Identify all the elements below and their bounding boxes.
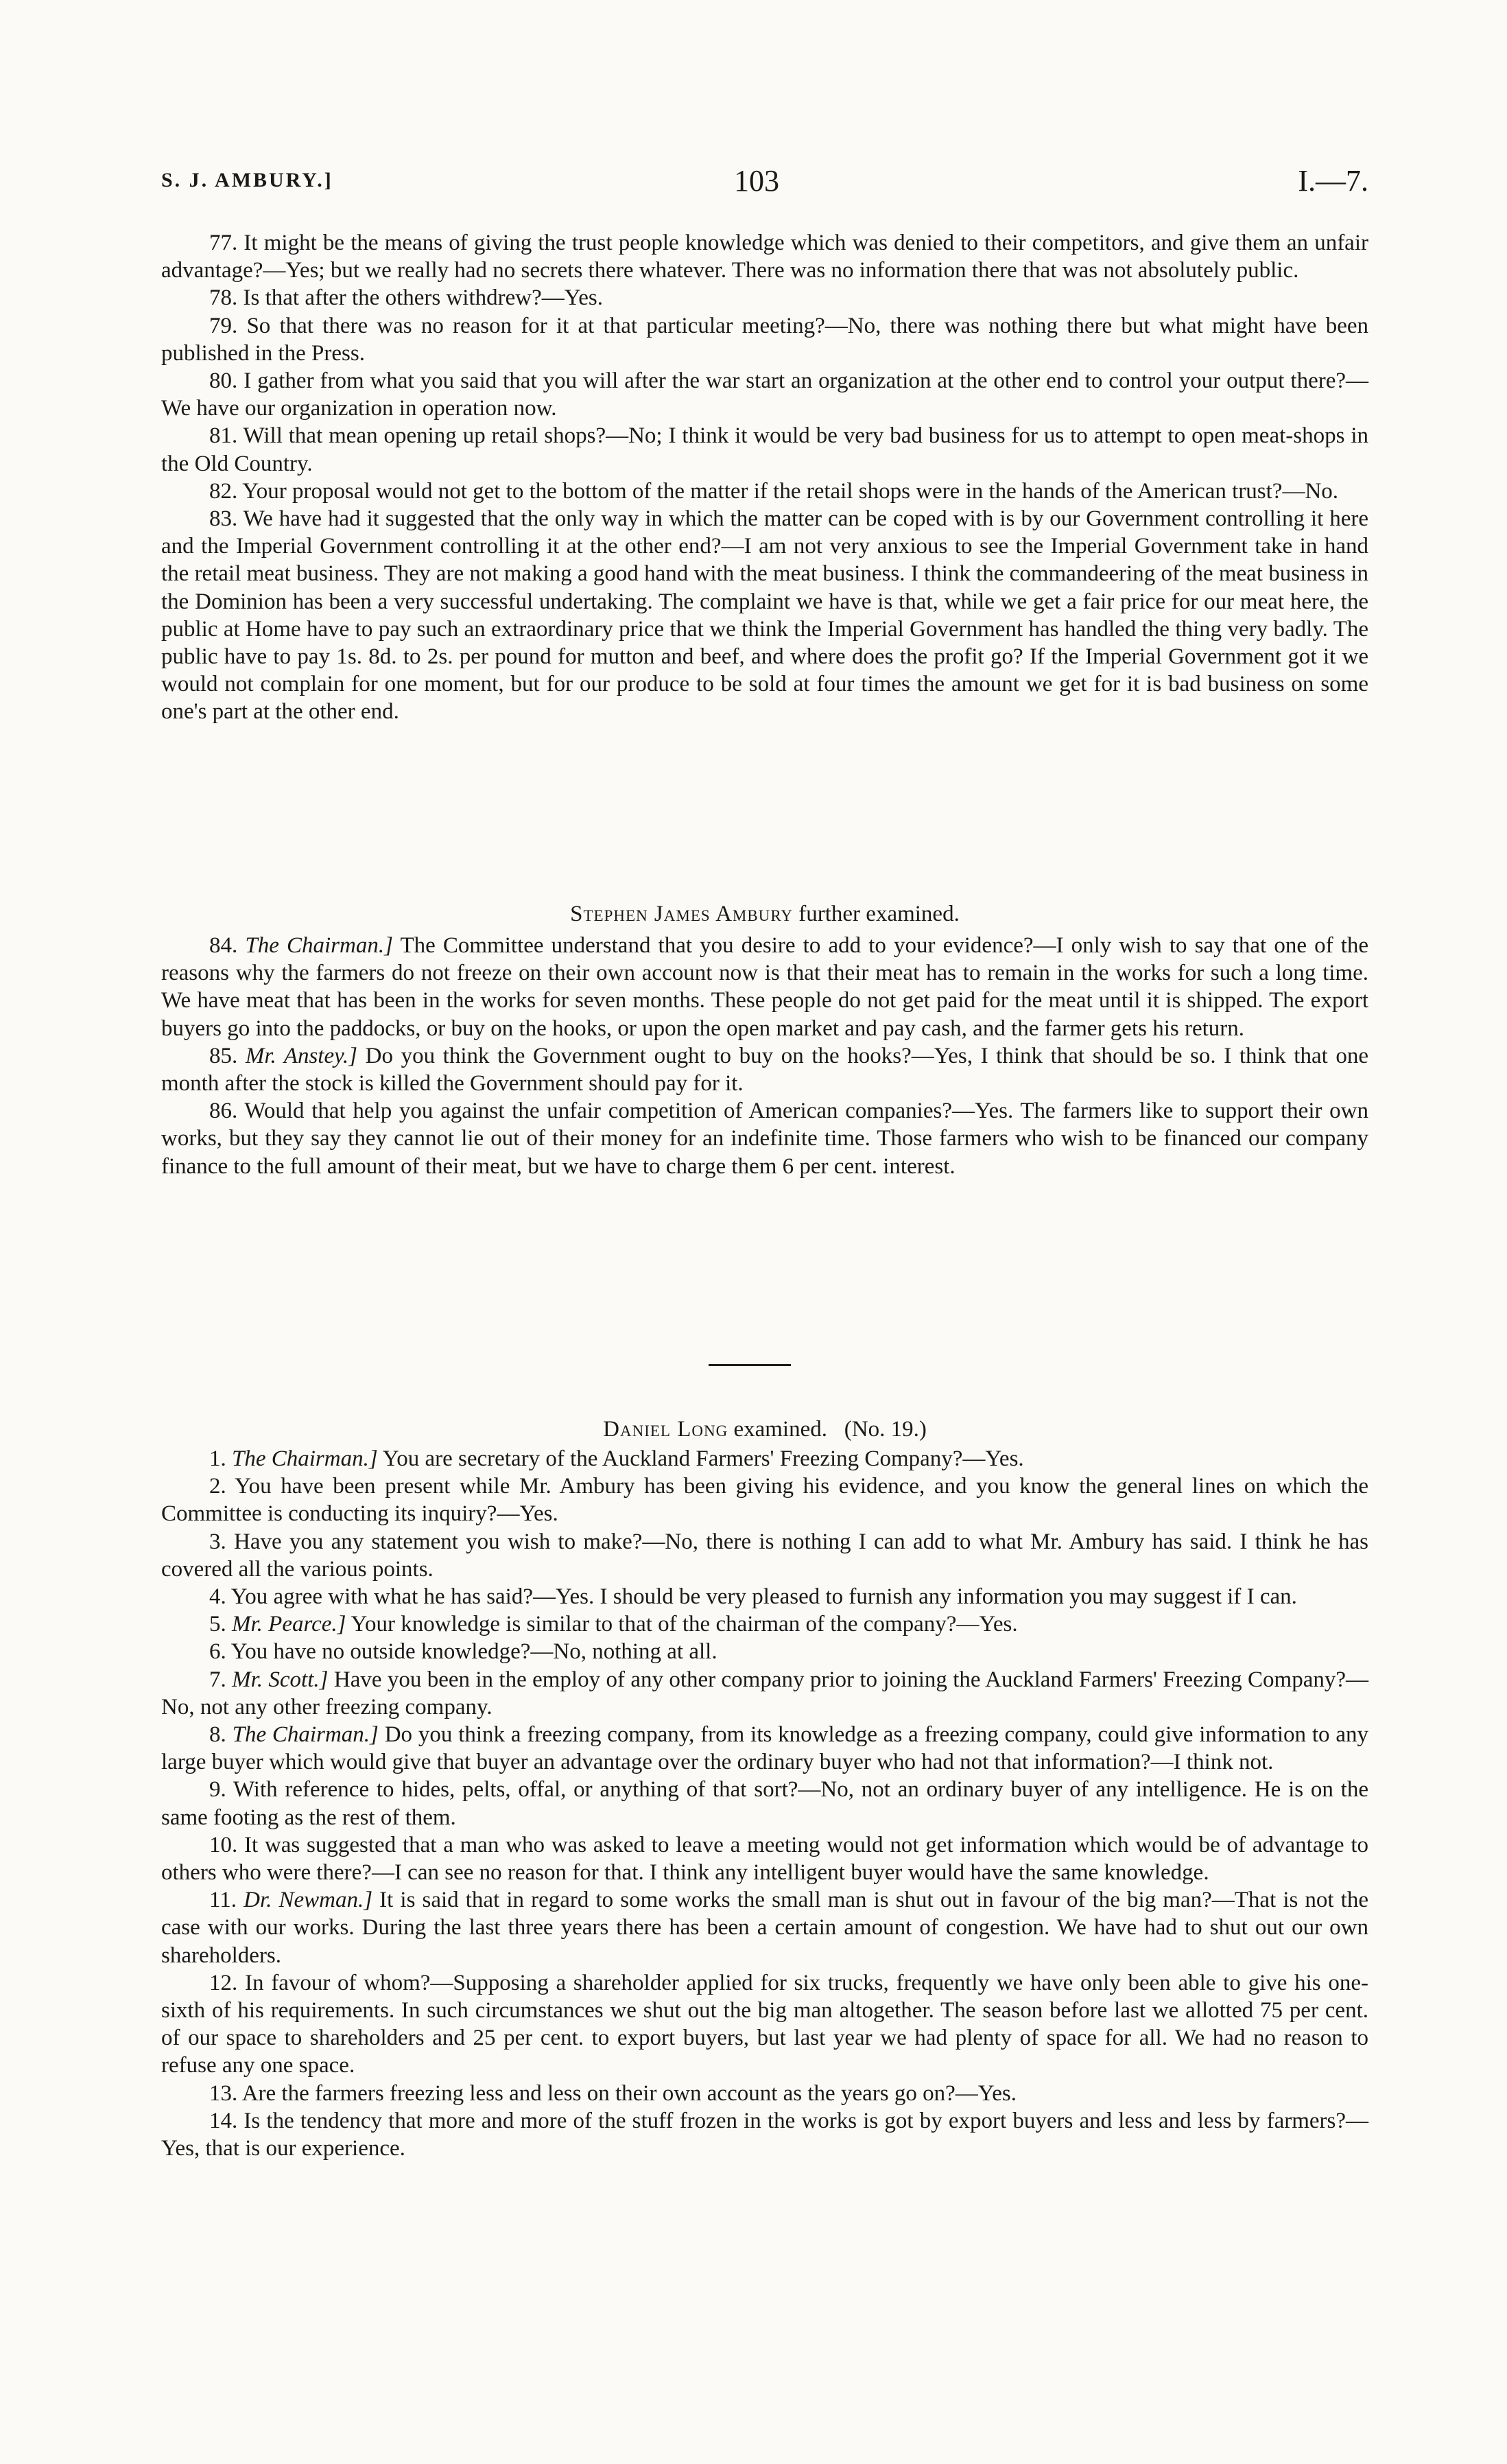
question-paragraph <box>161 1969 1368 2080</box>
question-paragraph <box>161 932 1368 1042</box>
question-paragraph <box>161 1721 1368 1776</box>
question-text: Have you any statement you wish to make?—No, there is nothing I can add to what Mr. Ambury has said. I think he has covered all the various points. <box>161 1529 1369 1582</box>
question-text: Your knowledge is similar to that of the chairman of the company?—Yes. <box>351 1612 1018 1637</box>
question-text: We have had it suggested that the only way in which the matter can be coped with is by our Government controlling it here and the Imperial Government controlling it at the other end?—I am not very anxious to see the Imperial Government take in hand the retail meat business. They are not making a good hand with the meat business. I think the commandeering of the meat business in the Dominion has been a very successful undertaking. The complaint we have is that, while we get a fair price for our meat here, the public at Home have to pay such an extraordinary price that we think the Imperial Government has handled the thing very badly. The public have to pay 1s. 8d. to 2s. per pound for mutton and beef, and where does the profit go? If the Imperial Government got it we would not complain for one moment, but for our produce to be sold at four times the amount we get for it is bad business on some one's part at the other end. <box>161 506 1368 725</box>
question-number: 1. <box>209 1446 226 1471</box>
evidence-section-ambury-further <box>161 932 1368 1180</box>
question-number: 85. <box>209 1043 238 1068</box>
speaker-name: Mr. Pearce.] <box>232 1612 346 1637</box>
heading-suffix: further examined. <box>798 902 960 926</box>
question-paragraph <box>161 367 1368 422</box>
question-text: Would that help you against the unfair competition of American companies?—Yes. The farmers like to support their own works, but they say they cannot lie out of their money for an indefinite time. Those farmers who wish to be financed our company finance to the full amount of their meat, but we have to charge them 6 per cent. interest. <box>161 1099 1368 1179</box>
page-number: 103 <box>734 164 779 198</box>
question-paragraph <box>161 284 1368 312</box>
question-text: So that there was no reason for it at that particular meeting?—No, there was nothing there but what might have been published in the Press. <box>161 313 1369 366</box>
question-number: 13. <box>209 2080 238 2106</box>
question-paragraph <box>161 478 1368 505</box>
question-number: 78. <box>209 285 238 311</box>
question-paragraph <box>161 1445 1368 1472</box>
speaker-name: The Chairman.] <box>232 1446 378 1471</box>
question-text: I gather from what you said that you will after the war start an organization at the other end to control your output there?—We have our organization in operation now. <box>161 368 1369 421</box>
question-paragraph <box>161 1831 1368 1886</box>
speaker-name: Dr. Newman.] <box>244 1888 373 1913</box>
question-number: 14. <box>209 2108 238 2133</box>
witness-name: Daniel Long <box>603 1417 728 1442</box>
question-paragraph <box>161 505 1368 726</box>
question-text: Do you think a freezing company, from its knowledge as a freezing company, could give information to any large buyer which would give that buyer an advantage over the ordinary buyer who had not that information?—I think not. <box>161 1722 1369 1775</box>
question-number: 8. <box>209 1722 226 1748</box>
witness-name: Stephen James Ambury <box>570 902 794 926</box>
question-paragraph <box>161 2107 1368 2162</box>
question-number: 5. <box>209 1612 226 1637</box>
speaker-name: Mr. Scott.] <box>232 1667 329 1692</box>
question-text: It might be the means of giving the trust people knowledge which was denied to their competitors, and give them an unfair advantage?—Yes; but we really had no secrets there whatever. There was no information there that was not absolutely public. <box>161 231 1368 283</box>
speaker-name: The Chairman.] <box>232 1722 379 1748</box>
section-heading-long <box>161 1416 1368 1443</box>
section-divider <box>709 1364 791 1366</box>
question-text: Is that after the others withdrew?—Yes. <box>243 285 604 311</box>
question-text: Is the tendency that more and more of the stuff frozen in the works is got by export buyers and less and less by farmers?—Yes, that is our experience. <box>161 2108 1369 2161</box>
question-number: 3. <box>209 1529 226 1554</box>
question-paragraph <box>161 1610 1368 1638</box>
question-paragraph <box>161 1097 1368 1180</box>
witness-number: (No. 19.) <box>844 1417 927 1442</box>
question-number: 10. <box>209 1832 238 1857</box>
question-number: 7. <box>209 1667 226 1692</box>
question-paragraph <box>161 1528 1368 1583</box>
question-paragraph <box>161 1638 1368 1665</box>
evidence-section-ambury <box>161 229 1368 726</box>
question-text: It was suggested that a man who was asked to leave a meeting would not get information which would be of advantage to others who were there?—I can see no reason for that. I think any intelligent buyer would have the same knowledge. <box>161 1832 1369 1886</box>
question-paragraph <box>161 312 1368 367</box>
question-paragraph <box>161 2080 1368 2107</box>
question-text: The Committee understand that you desire to add to your evidence?—I only wish to say that one of the reasons why the farmers do not freeze on their own account now is that their meat has to remain in the works for such a long time. We have meat that has been in the works for seven months. These people do not get paid for the meat until it is shipped. The export buyers go into the paddocks, or buy on the hooks, or upon the open market and pay cash, and the farmer gets his return. <box>161 933 1369 1041</box>
question-paragraph <box>161 1886 1368 1969</box>
question-text: Are the farmers freezing less and less on their own account as the years go on?—Yes. <box>241 2080 1017 2106</box>
question-number: 81. <box>209 423 238 449</box>
question-number: 4. <box>209 1584 226 1610</box>
question-text: Will that mean opening up retail shops?—No; I think it would be very bad business for us to attempt to open meat-shops in the Old Country. <box>161 423 1368 476</box>
question-number: 6. <box>209 1639 226 1665</box>
question-paragraph <box>161 1666 1368 1721</box>
question-number: 12. <box>209 1970 238 1995</box>
question-paragraph <box>161 1776 1368 1831</box>
question-number: 80. <box>209 368 238 394</box>
heading-suffix: examined. <box>733 1417 827 1442</box>
question-text: In favour of whom?—Supposing a shareholder applied for six trucks, frequently we have only been able to give his one-sixth of his requirements. In such circumstances we shut out the big man altogether. The season before last we allotted 75 per cent. of our space to shareholders and 25 per cent. to export buyers, but last year we had plenty of space for all. We had no reason to refuse any one space. <box>161 1970 1368 2078</box>
question-number: 77. <box>209 231 238 255</box>
question-number: 2. <box>209 1474 226 1499</box>
question-number: 82. <box>209 478 238 504</box>
question-text: With reference to hides, pelts, offal, or anything of that sort?—No, not an ordinary buyer of any intelligence. He is on the same footing as the rest of them. <box>161 1777 1369 1830</box>
question-text: You agree with what he has said?—Yes. I should be very pleased to furnish any information you may suggest if I can. <box>230 1584 1297 1610</box>
speaker-name: Mr. Anstey.] <box>245 1043 358 1068</box>
evidence-section-long <box>161 1445 1368 2162</box>
question-number: 79. <box>209 313 238 338</box>
question-text: It is said that in regard to some works the small man is shut out in favour of the big man?—That is not the case with our works. During the last three years there has been a certain amount of congestion. We have had to shut out our own shareholders. <box>161 1888 1368 1968</box>
question-text: Do you think the Government ought to buy on the hooks?—Yes, I think that should be so. I think that one month after the stock is killed the Government should pay for it. <box>161 1043 1369 1096</box>
section-heading-ambury-further <box>161 900 1368 928</box>
question-paragraph <box>161 422 1368 477</box>
question-paragraph <box>161 1472 1368 1527</box>
question-text: You have been present while Mr. Ambury has been giving his evidence, and you know the general lines on which the Committee is conducting its inquiry?—Yes. <box>161 1474 1368 1527</box>
speaker-name: The Chairman.] <box>245 933 393 958</box>
header-witness-name: S. J. AMBURY.] <box>161 169 333 191</box>
question-number: 84. <box>209 933 238 958</box>
question-paragraph <box>161 1583 1368 1610</box>
question-text: You are secretary of the Auckland Farmers' Freezing Company?—Yes. <box>382 1446 1024 1471</box>
page-header <box>161 163 1368 204</box>
document-reference: I.—7. <box>1298 164 1368 198</box>
question-paragraph <box>161 1042 1368 1097</box>
question-text: Your proposal would not get to the bottom of the matter if the retail shops were in the hands of the American trust?—No. <box>242 478 1339 504</box>
question-text: You have no outside knowledge?—No, nothing at all. <box>230 1639 717 1665</box>
question-number: 9. <box>209 1777 226 1803</box>
question-paragraph <box>161 229 1368 284</box>
question-number: 86. <box>209 1099 238 1124</box>
question-number: 83. <box>209 506 238 532</box>
question-text: Have you been in the employ of any other company prior to joining the Auckland Farmers' Freezing Company?—No, not any other freezing company. <box>161 1667 1369 1720</box>
question-number: 11. <box>209 1888 237 1913</box>
